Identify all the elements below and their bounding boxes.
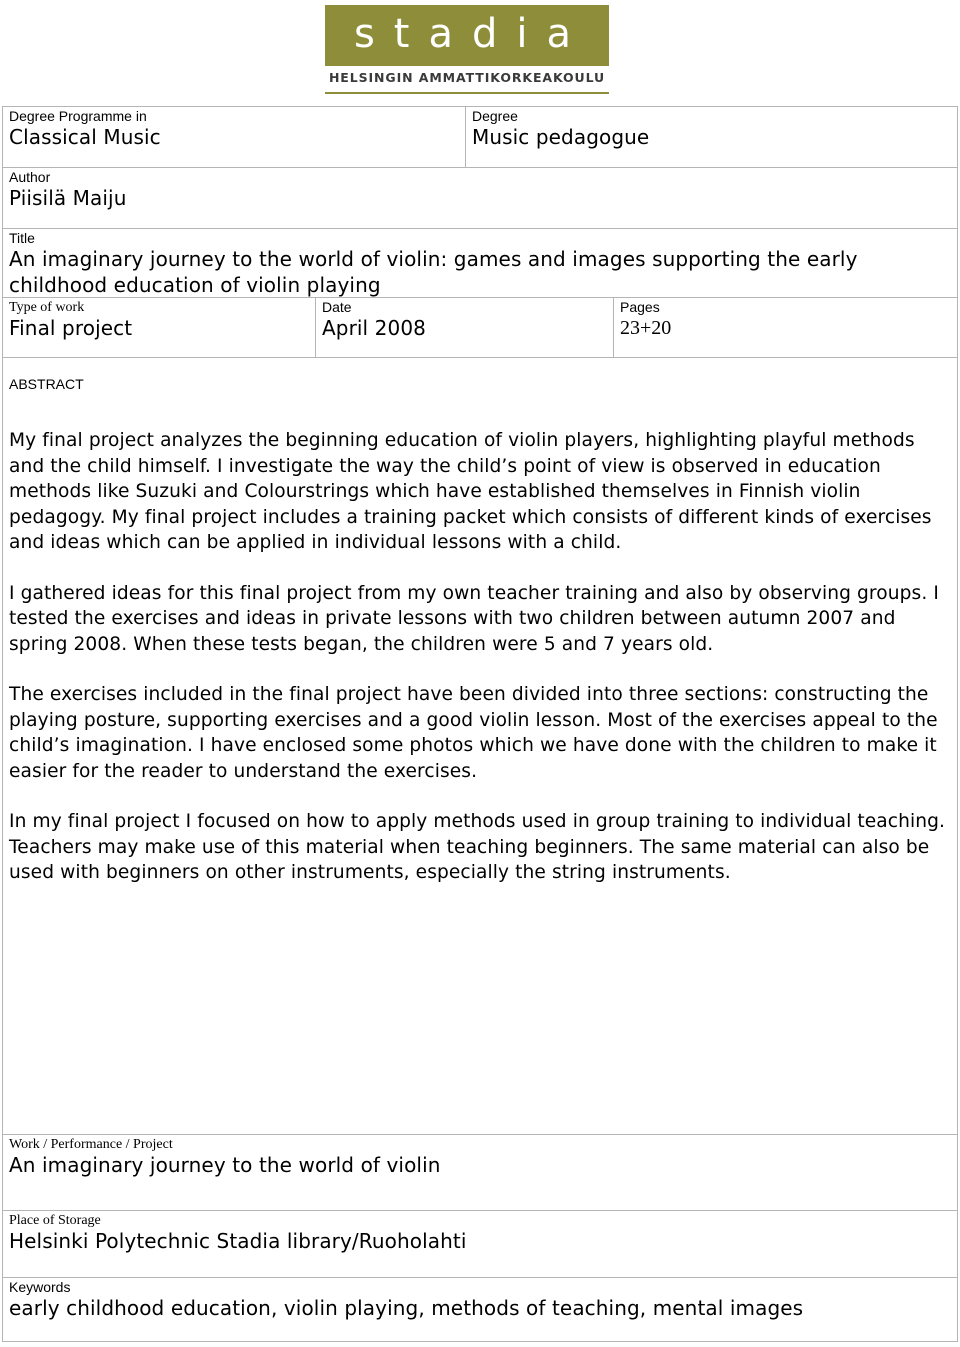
- pages-label: Pages: [620, 299, 660, 315]
- stadia-logo: stadia: [325, 5, 609, 66]
- author-value: Piisilä Maiju: [9, 186, 127, 210]
- work-info-row: [3, 298, 957, 358]
- abstract-body: [9, 428, 954, 911]
- pages-cell: [613, 298, 957, 357]
- abstract-form: [2, 106, 958, 1342]
- abstract-label: ABSTRACT: [9, 376, 84, 392]
- keywords-value: early childhood education, violin playing, methods of teaching, mental images: [9, 1296, 804, 1320]
- storage-label: Place of Storage: [9, 1213, 101, 1228]
- storage-row: [3, 1211, 957, 1278]
- programme-row: [3, 107, 957, 168]
- abstract-section: [3, 358, 957, 1135]
- abstract-paragraph: The exercises included in the final project have been divided into three sections: constructing the playing posture, supporting exercises and a good violin lesson. Most of the exercises appeal to the child’s imagination. I have enclosed some photos which we have done with the children to make it easier for the reader to understand the exercises.: [9, 684, 938, 782]
- author-label: Author: [9, 169, 51, 185]
- degree-cell: [465, 107, 957, 167]
- degree-value: Music pedagogue: [472, 125, 650, 149]
- date-label: Date: [322, 299, 352, 315]
- programme-value: Classical Music: [9, 125, 161, 149]
- keywords-cell: [3, 1278, 957, 1341]
- work-label: Work / Performance / Project: [9, 1137, 173, 1152]
- abstract-paragraph: I gathered ideas for this final project from my own teacher training and also by observing groups. I tested the exercises and ideas in private lessons with two children between autumn 2007 and spring 2008. When these tests began, the children were 5 and 7 years old.: [9, 582, 939, 655]
- work-value: An imaginary journey to the world of violin: [9, 1153, 441, 1177]
- degree-label: Degree: [472, 108, 518, 124]
- title-cell: [3, 229, 957, 297]
- abstract-paragraph: My final project analyzes the beginning education of violin players, highlighting playful methods and the child himself. I investigate the way the child’s point of view is observed in education methods like Suzuki and Colourstrings which have established themselves in Finnish violin pedagogy. My final project includes a training packet which consists of different kinds of exercises and ideas which can be applied in individual lessons with a child.: [9, 430, 932, 553]
- pages-value: 23+20: [620, 317, 672, 339]
- logo-underline: [325, 92, 609, 94]
- date-cell: [315, 298, 613, 357]
- date-value: April 2008: [322, 316, 426, 340]
- work-row: [3, 1135, 957, 1211]
- work-cell: [3, 1135, 957, 1210]
- type-label: Type of work: [9, 300, 85, 315]
- author-row: [3, 168, 957, 229]
- storage-value: Helsinki Polytechnic Stadia library/Ruoholahti: [9, 1229, 467, 1253]
- logo-subtitle: HELSINGIN AMMATTIKORKEAKOULU: [328, 70, 606, 85]
- title-value-line1: An imaginary journey to the world of violin: games and images supporting the early: [9, 247, 858, 271]
- author-cell: [3, 168, 957, 228]
- title-label: Title: [9, 230, 35, 246]
- title-row: [3, 229, 957, 298]
- type-cell: [3, 298, 315, 357]
- storage-cell: [3, 1211, 957, 1277]
- programme-label: Degree Programme in: [9, 108, 147, 124]
- type-value: Final project: [9, 316, 133, 340]
- keywords-label: Keywords: [9, 1279, 71, 1295]
- keywords-row: [3, 1278, 957, 1341]
- title-value-line2: childhood education of violin playing: [9, 272, 381, 297]
- programme-cell: [3, 107, 463, 167]
- abstract-paragraph: In my final project I focused on how to apply methods used in group training to individual teaching. Teachers may make use of this material when teaching beginners. The same material can also be used with beginners on other instruments, especially the string instruments.: [9, 811, 946, 883]
